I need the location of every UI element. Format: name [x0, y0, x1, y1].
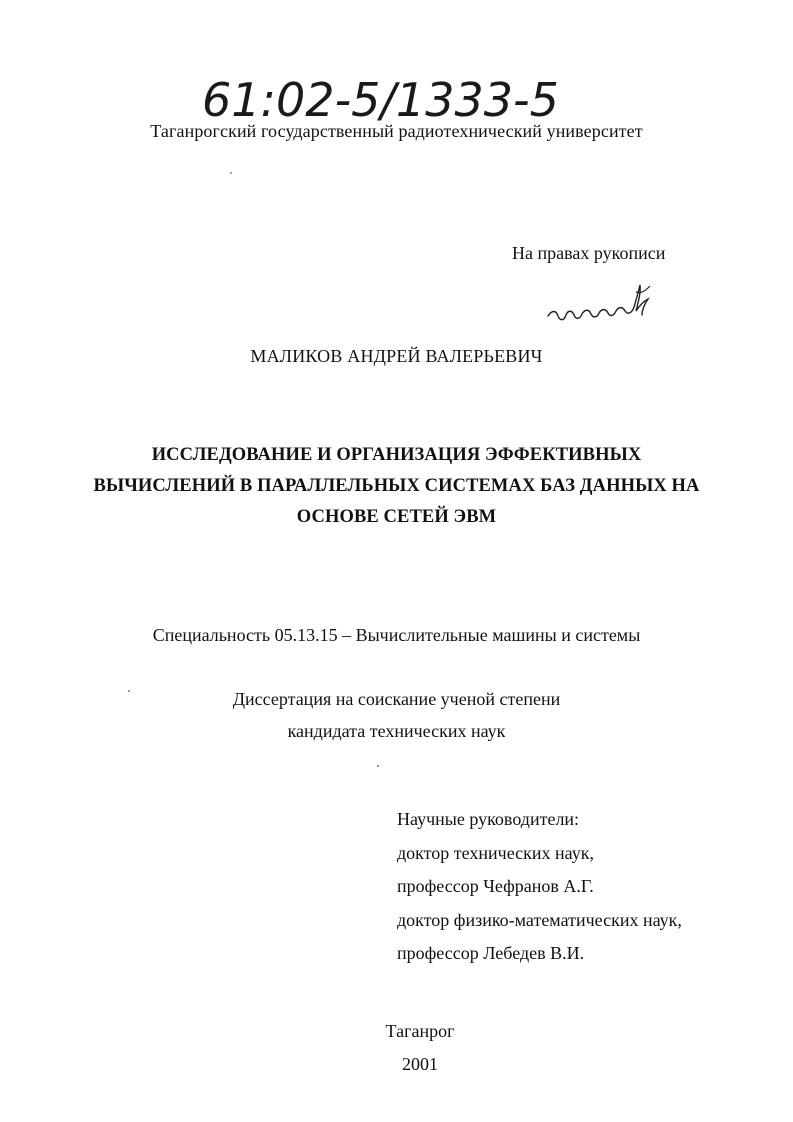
- specialty: Специальность 05.13.15 – Вычислительные машины и системы: [152, 625, 641, 645]
- manuscript-rights-note: На правах рукописи: [512, 243, 666, 263]
- degree-line: Диссертация на соискание ученой степени: [232, 689, 561, 709]
- thesis-title: [60, 440, 733, 533]
- title-line: ОСНОВЕ СЕТЕЙ ЭВМ: [296, 507, 497, 527]
- signature-drawing: [540, 282, 670, 330]
- archive-code-text: 61:02-5/1333-5: [202, 73, 559, 127]
- city: Таганрог: [385, 1021, 455, 1041]
- scan-speck: [230, 172, 232, 174]
- university-name: Таганрогский государственный радиотехнический университет: [150, 121, 643, 141]
- supervisor-line: профессор Лебедев В.И.: [397, 943, 585, 963]
- supervisor-line: доктор физико-математических наук,: [397, 909, 682, 930]
- degree-line: кандидата технических наук: [287, 721, 506, 741]
- year: 2001: [402, 1054, 438, 1074]
- signature: [540, 282, 670, 330]
- title-line: ИССЛЕДОВАНИЕ И ОРГАНИЗАЦИЯ ЭФФЕКТИВНЫХ: [151, 445, 642, 465]
- author-name: МАЛИКОВ АНДРЕЙ ВАЛЕРЬЕВИЧ: [250, 346, 543, 366]
- supervisor-line: доктор технических наук,: [397, 842, 594, 863]
- degree-statement: [0, 683, 793, 747]
- scan-speck: [377, 765, 379, 767]
- supervisors-heading: Научные руководители:: [397, 809, 580, 829]
- supervisor-line: профессор Чефранов А.Г.: [397, 876, 594, 896]
- supervisors-block: [397, 803, 682, 971]
- title-line: ВЫЧИСЛЕНИЙ В ПАРАЛЛЕЛЬНЫХ СИСТЕМАХ БАЗ ДАННЫХ НА: [93, 476, 700, 496]
